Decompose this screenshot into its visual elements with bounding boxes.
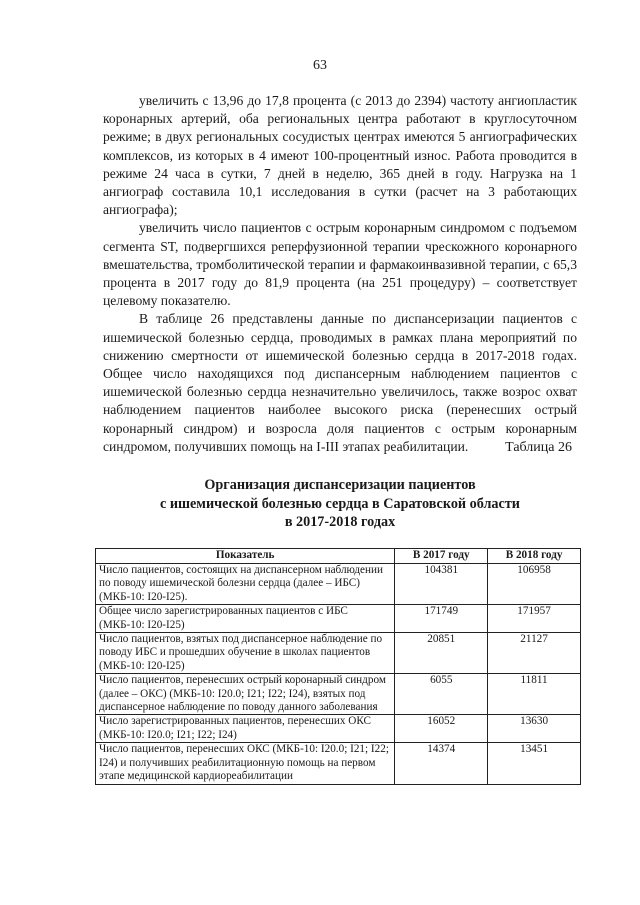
table-header-row xyxy=(96,549,581,564)
table-row xyxy=(96,605,581,633)
value-2017-cell: 14374 xyxy=(395,743,488,784)
table-title-line: Организация диспансеризации пациентов xyxy=(204,477,476,493)
paragraph: В таблице 26 представлены данные по диспансеризации пациентов с ишемической болезнью сердца, проводимых в рамках плана мероприятий по снижению смертности от ишемической болезнью сердца в 2017-2018 годах. Общее число находящихся под диспансерным наблюдением пациентов с ишемической болезнью сердца незначительно увеличилось, также возрос охват наблюдением пациентов наиболее высокого риска (перенесших острый коронарный синдром) и возросла доля пациентов с острым коронарным синдромом, получивших помощь на I-III этапах реабилитации. xyxy=(103,311,577,454)
table-row xyxy=(96,715,581,743)
indicator-cell: Число пациентов, перенесших острый коронарный синдром (далее – ОКС) (МКБ-10: I20.0; I21; I22; I24), взятых под диспансерное наблюдение по поводу данного заболевания xyxy=(96,674,395,715)
value-2018-cell: 106958 xyxy=(488,564,581,605)
indicator-cell: Число пациентов, перенесших ОКС (МКБ-10: I20.0; I21; I22; I24) и получивших реабилитационную помощь на первом этапе медицинской кардиореабилитации xyxy=(96,743,395,784)
paragraph: увеличить с 13,96 до 17,8 процента (с 2013 до 2394) частоту ангиопластик коронарных артерий, оба региональных центра работают в круглосуточном режиме; в двух региональных сосудистых центрах имеются 5 ангиографических комплексов, из которых в 4 имеют 100-процентный износ. Работа проводится в режиме 24 часа в сутки, 7 дней в неделю, 365 дней в году. Нагрузка на 1 ангиограф составила 10,1 исследования в сутки (расчет на 3 работающих ангиографа); xyxy=(103,93,577,218)
table-title-line: с ишемической болезнью сердца в Саратовской области xyxy=(160,495,520,512)
indicator-cell: Общее число зарегистрированных пациентов с ИБС (МКБ-10: I20-I25) xyxy=(96,605,395,633)
value-2017-cell: 6055 xyxy=(395,674,488,715)
table-title xyxy=(103,476,577,532)
value-2017-cell: 104381 xyxy=(395,564,488,605)
column-header-2018: В 2018 году xyxy=(488,549,581,564)
page-number: 63 xyxy=(313,58,327,73)
body-text xyxy=(103,92,577,456)
paragraph: увеличить число пациентов с острым коронарным синдромом с подъемом сегмента ST, подвергшихся реперфузионной терапии чрескожного коронарного вмешательства, тромболитической терапии и фармакоинвазивной терапии, с 65,3 процента в 2017 году до 81,9 процента (на 251 процедуру) – соответствует целевому показателю. xyxy=(103,220,577,309)
indicator-cell: Число пациентов, взятых под диспансерное наблюдение по поводу ИБС и прошедших обучение в школах пациентов (МКБ-10: I20-I25) xyxy=(96,633,395,674)
indicator-cell: Число пациентов, состоящих на диспансерном наблюдении по поводу ишемической болезни сердца (далее – ИБС) (МКБ-10: I20-I25). xyxy=(96,564,395,605)
value-2018-cell: 21127 xyxy=(488,633,581,674)
table-row xyxy=(96,674,581,715)
value-2017-cell: 20851 xyxy=(395,633,488,674)
table-row xyxy=(96,633,581,674)
value-2018-cell: 13630 xyxy=(488,715,581,743)
value-2017-cell: 171749 xyxy=(395,605,488,633)
column-header-2017: В 2017 году xyxy=(395,549,488,564)
table-row xyxy=(96,743,581,784)
value-2018-cell: 11811 xyxy=(488,674,581,715)
table-label: Таблица 26 xyxy=(505,440,572,455)
indicator-cell: Число зарегистрированных пациентов, перенесших ОКС (МКБ-10: I20.0; I21; I22; I24) xyxy=(96,715,395,743)
value-2017-cell: 16052 xyxy=(395,715,488,743)
value-2018-cell: 171957 xyxy=(488,605,581,633)
table-title-line: в 2017-2018 годах xyxy=(284,514,396,530)
data-table xyxy=(95,548,581,785)
table-row xyxy=(96,564,581,605)
column-header-indicator: Показатель xyxy=(96,549,395,564)
value-2018-cell: 13451 xyxy=(488,743,581,784)
